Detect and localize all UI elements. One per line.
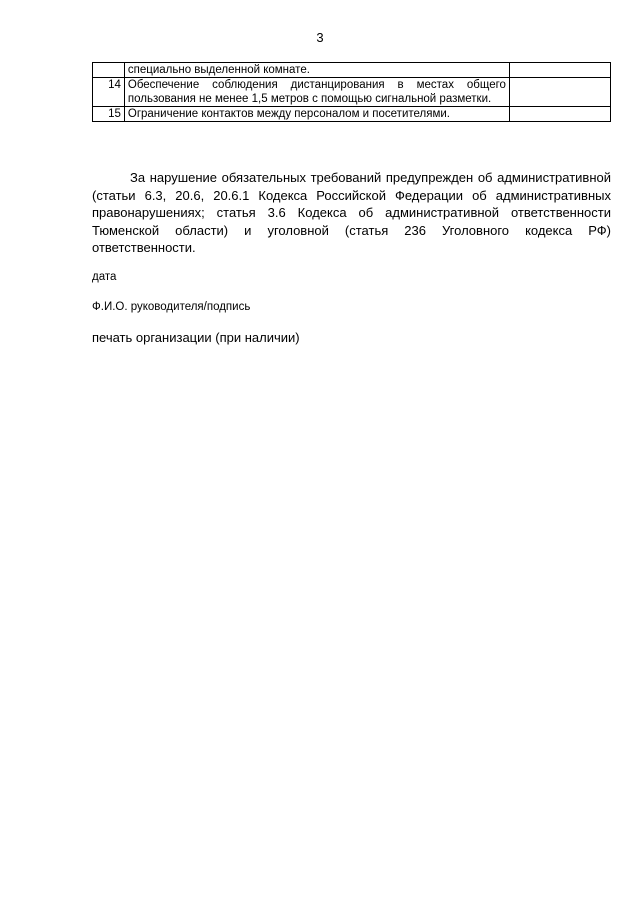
table-row — [93, 63, 611, 78]
page-number: 3 — [316, 30, 324, 45]
row-number — [93, 63, 125, 78]
liability-warning: За нарушение обязательных требований предупрежден об административной (статьи 6.3, 20.6, 20.6.1 Кодекса Российской Федерации об административных правонарушениях; статья 3.6 Кодекса об административной ответственности Тюменской области) и уголовной (статья 236 Уголовного кодекса РФ) ответственности. — [92, 170, 611, 256]
compliance-cell — [509, 63, 610, 78]
row-number: 15 — [93, 107, 125, 122]
requirement-text: специально выделенной комнате. — [124, 63, 509, 78]
stamp-label: печать организации (при наличии) — [92, 330, 300, 345]
requirement-text: Ограничение контактов между персоналом и посетителями. — [124, 107, 509, 122]
table-row — [93, 78, 611, 107]
signature-label: Ф.И.О. руководителя/подпись — [92, 301, 251, 313]
row-number: 14 — [93, 78, 125, 107]
date-label: дата — [92, 271, 117, 283]
requirements-table — [92, 62, 611, 122]
requirement-text: Обеспечение соблюдения дистанцирования в местах общего пользования не менее 1,5 метров с помощью сигнальной разметки. — [124, 78, 509, 107]
compliance-cell — [509, 78, 610, 107]
compliance-cell — [509, 107, 610, 122]
table-row — [93, 107, 611, 122]
